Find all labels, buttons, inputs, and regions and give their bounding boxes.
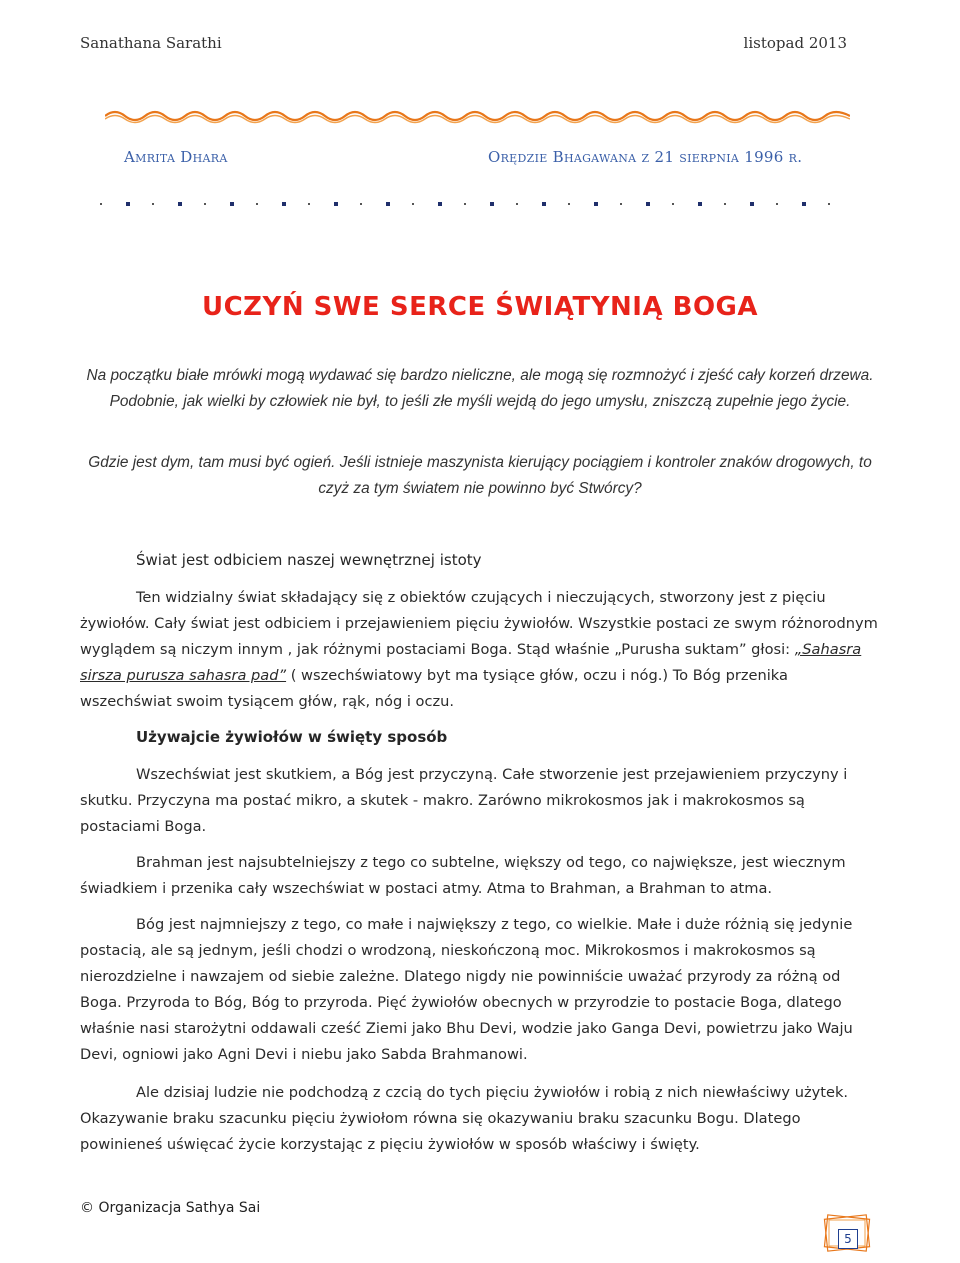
section1-text-b: ( wszechświatowy byt ma tysiące głów, oczu i nóg.) To Bóg przenika wszechświat swoim tysiącem głów, rąk, nóg i oczu. xyxy=(80,667,788,710)
decorative-dot xyxy=(698,202,702,206)
decorative-dot xyxy=(204,203,206,205)
decorative-dot xyxy=(438,202,442,206)
decorative-dot xyxy=(100,203,102,205)
section2-text-3: Bóg jest najmniejszy z tego, co małe i największy z tego, co wielkie. Małe i duże różnią się jedynie postacią, ale są jednym, jeśli chodzi o wrodzoną, nieskończoną moc. Mikrokosmos i makrokosmos są nierozdzielne i nawzajem od siebie zależne. Dlatego nigdy nie powinniście uważać przyrody za różną od Boga. Przyroda to Bóg, Bóg to przyroda. Pięć żywiołów obecnych w przyrodzie to postacie Boga, dlatego właśnie nasi starożytni oddawali cześć Ziemi jako Bhu Devi, wodzie jako Ganga Devi, powietrzu jako Waju Devi, ogniowi jako Agni Devi i niebu jako Sabda Brahmanowi. xyxy=(80,916,853,1063)
section2-paragraph-1 xyxy=(80,762,880,840)
footer-copyright: © Organizacja Sathya Sai xyxy=(80,1200,261,1216)
decorative-dot xyxy=(542,202,546,206)
section-heading-elements: Używajcie żywiołów w święty sposób xyxy=(136,728,448,746)
decorative-dot xyxy=(464,203,466,205)
decorative-dot xyxy=(412,203,414,205)
intro-quote-1: Na początku białe mrówki mogą wydawać się bardzo nieliczne, ale mogą się rozmnożyć i zjeść cały korzeń drzewa. Podobnie, jak wielki by człowiek nie był, to jeśli złe myśli wejdą do jego umysłu, zniszczą zupełnie jego życie. xyxy=(86,367,874,410)
page-number: 5 xyxy=(838,1229,858,1249)
decorative-dot xyxy=(646,202,650,206)
section-heading-reflection: Świat jest odbiciem naszej wewnętrznej istoty xyxy=(136,551,482,569)
decorative-dot xyxy=(724,203,726,205)
decorative-dot xyxy=(620,203,622,205)
section1-text-a: Ten widzialny świat składający się z obiektów czujących i nieczujących, stworzony jest z pięciu żywiołów. Cały świat jest odbiciem i przejawieniem pięciu żywiołów. Wszystkie postaci ze swym różnorodnym wyglądem są niczym innym , jak różnymi postaciami Boga. Stąd właśnie „Purusha suktam” głosi: xyxy=(80,589,878,658)
decorative-dot xyxy=(594,202,598,206)
header-publication: Sanathana Sarathi xyxy=(80,34,222,52)
section2-paragraph-4 xyxy=(80,1080,880,1158)
decorative-dot xyxy=(516,203,518,205)
decorative-dot xyxy=(126,202,130,206)
intro-quote-2: Gdzie jest dym, tam musi być ogień. Jeśli istnieje maszynista kierujący pociągiem i kontroler znaków drogowych, to czyż za tym światem nie powinno być Stwórcy? xyxy=(88,454,872,497)
section2-paragraph-3 xyxy=(80,912,880,1068)
decorative-dot xyxy=(178,202,182,206)
decorative-dot xyxy=(802,202,806,206)
decorative-dot xyxy=(230,202,234,206)
article-title: UCZYŃ SWE SERCE ŚWIĄTYNIĄ BOGA xyxy=(201,292,759,322)
decorative-dot xyxy=(490,202,494,206)
decorative-dot xyxy=(568,203,570,205)
decorative-dot xyxy=(308,203,310,205)
decorative-dotted-line xyxy=(100,200,855,208)
decorative-dot xyxy=(672,203,674,205)
decorative-dot xyxy=(360,203,362,205)
decorative-dot xyxy=(386,202,390,206)
topic-message-date: Orędzie Bhagawana z 21 sierpnia 1996 r. xyxy=(488,148,803,166)
section1-quote: „Sahasra sirsza purusza sahasra pad” xyxy=(80,641,862,684)
decorative-wave-divider xyxy=(105,108,850,124)
topic-column-name: Amrita Dhara xyxy=(124,148,228,166)
decorative-dot xyxy=(256,203,258,205)
decorative-dot xyxy=(828,203,830,205)
section2-text-2: Brahman jest najsubtelniejszy z tego co subtelne, większy od tego, co największe, jest wiecznym świadkiem i przenika cały wszechświat w postaci atmy. Atma to Brahman, a Brahman to atma. xyxy=(80,854,846,897)
section1-paragraph xyxy=(80,585,880,715)
decorative-dot xyxy=(282,202,286,206)
section2-text-4: Ale dzisiaj ludzie nie podchodzą z czcią do tych pięciu żywiołów i robią z nich niewłaściwy użytek. Okazywanie braku szacunku pięciu żywiołom równa się okazywaniu braku szacunku Bogu. Dlatego powinieneś uświęcać życie korzystając z pięciu żywiołów w sposób właściwy i święty. xyxy=(80,1084,849,1153)
header-date: listopad 2013 xyxy=(743,34,847,52)
decorative-dot xyxy=(152,203,154,205)
decorative-dot xyxy=(334,202,338,206)
decorative-dot xyxy=(776,203,778,205)
decorative-dot xyxy=(750,202,754,206)
section2-text-1: Wszechświat jest skutkiem, a Bóg jest przyczyną. Całe stworzenie jest przejawieniem przyczyny i skutku. Przyczyna ma postać mikro, a skutek - makro. Zarówno mikrokosmos jak i makrokosmos są postaciami Boga. xyxy=(80,766,848,835)
section2-paragraph-2 xyxy=(80,850,880,902)
